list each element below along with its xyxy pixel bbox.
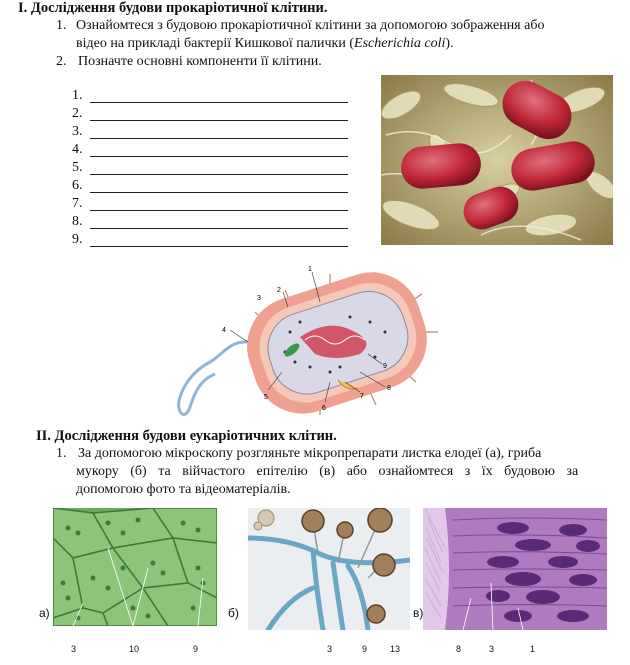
panel-b-label-9: 9 <box>362 644 368 654</box>
panel-c-tag: в) <box>413 606 424 620</box>
elodea-micrograph <box>53 508 217 626</box>
diagram-label-1: 1 <box>308 266 312 273</box>
answer-line-5[interactable]: 5. <box>72 160 348 178</box>
diagram-label-9: 9 <box>383 363 387 370</box>
section1-item2 <box>56 53 322 70</box>
panel-a-label-3: 3 <box>71 644 77 654</box>
section1-item1 <box>56 17 606 34</box>
answer-line-4[interactable]: 4. <box>72 142 348 160</box>
item-text: ). <box>445 36 454 51</box>
panel-a-label-9: 9 <box>193 644 199 654</box>
panel-b-label-3: 3 <box>327 644 333 654</box>
panel-a-tag: а) <box>39 606 50 620</box>
panel-b-label-13: 13 <box>390 644 401 654</box>
item-text: Ознайомтеся з будовою прокаріотичної клітини за допомогою зображення або <box>76 18 545 33</box>
panel-c-label-3: 3 <box>489 644 495 654</box>
section2-item1-cont2: допомогою фото та відеоматеріалів. <box>76 482 291 497</box>
diagram-label-6: 6 <box>322 405 326 412</box>
item-text: За допомогою мікроскопу розгляньте мікропрепарати листка елодеї (а), гриба <box>78 446 542 461</box>
diagram-label-5: 5 <box>264 394 268 401</box>
section2-item1 <box>56 445 541 462</box>
answer-line-1[interactable]: 1. <box>72 88 348 106</box>
item-number: 2. <box>56 54 67 69</box>
panel-a-label-10: 10 <box>129 644 140 654</box>
section1-title: I. Дослідження будови прокаріотичної клітини. <box>18 0 328 16</box>
prokaryote-cell-diagram <box>170 262 440 430</box>
section1-item1-cont <box>76 35 454 52</box>
diagram-label-4: 4 <box>222 327 226 334</box>
panel-b-tag: б) <box>228 606 239 620</box>
section2-title: II. Дослідження будови еукаріотичних клітин. <box>36 428 337 444</box>
diagram-label-8: 8 <box>387 385 391 392</box>
answer-line-2[interactable]: 2. <box>72 106 348 124</box>
panel-c-label-1: 1 <box>530 644 536 654</box>
answer-line-9[interactable]: 9. <box>72 232 348 250</box>
answer-line-3[interactable]: 3. <box>72 124 348 142</box>
mucor-micrograph <box>248 508 410 630</box>
ecoli-micrograph <box>381 75 613 245</box>
answer-line-7[interactable]: 7. <box>72 196 348 214</box>
section2-item1-cont: мукору (б) та війчастого епітелію (в) або ознайомтеся з їх будовою за <box>76 464 579 479</box>
species-name: Escherichia coli <box>354 36 446 51</box>
item-number: 1. <box>56 18 67 33</box>
diagram-label-7: 7 <box>360 393 364 400</box>
answer-line-8[interactable]: 8. <box>72 214 348 232</box>
epithelium-micrograph <box>423 508 607 630</box>
item-text: відео на прикладі бактерії Кишкової палички ( <box>76 36 355 51</box>
diagram-label-3: 3 <box>257 295 261 302</box>
panel-c-label-8: 8 <box>456 644 462 654</box>
item-text: Позначте основні компоненти її клітини. <box>78 54 322 69</box>
diagram-label-2: 2 <box>277 287 281 294</box>
item-number: 1. <box>56 446 67 461</box>
answer-line-6[interactable]: 6. <box>72 178 348 196</box>
